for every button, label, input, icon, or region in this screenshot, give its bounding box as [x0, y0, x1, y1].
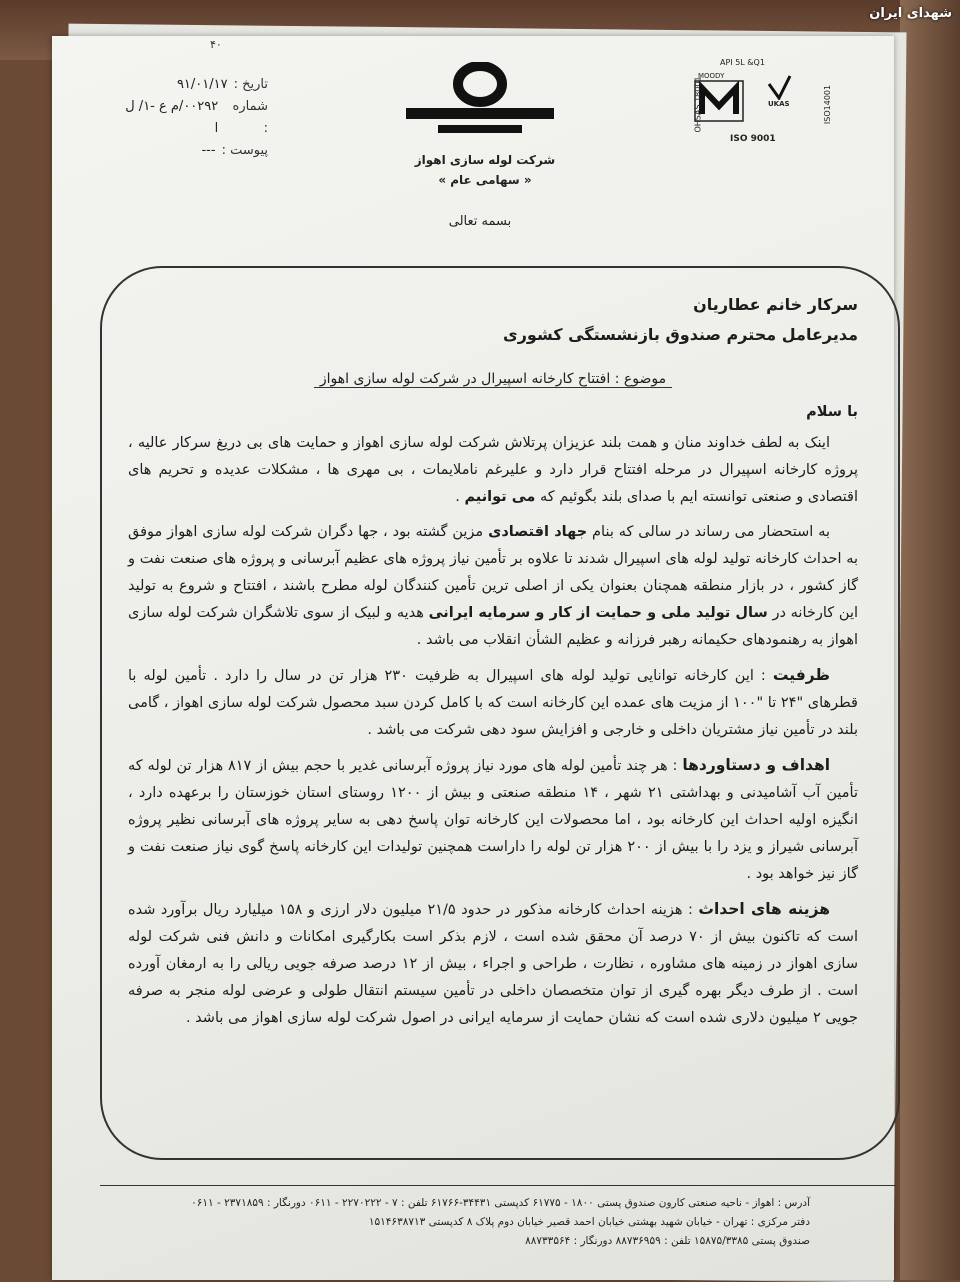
iso9001-label: ISO 9001: [730, 134, 776, 144]
paragraph-announcement: [128, 519, 858, 654]
announce-bold-2: سال تولید ملی و حمایت از کار و سرمایه ایرانی: [428, 605, 768, 621]
date-label: تاریخ :: [233, 77, 268, 92]
date-row: [118, 74, 268, 96]
subject-text: موضوع : افتتاح کارخانه اسپیرال در شرکت لوله سازی اهواز: [314, 371, 672, 388]
announce-text-c: هدیه و لبیک از سوی تلاشگران شرکت لوله سازی اهواز به رهنمودهای حکیمانه رهبر فرزانه و عظیم الشأن انقلاب می باشد .: [128, 605, 858, 648]
goals-text: : هر چند تأمین لوله های مورد نیاز پروژه آبرسانی غدیر با حجم بیش از ۸۱۷ هزار تن لوله که تأمین آب آشامیدنی و بهداشتی ۲۱ شهر ، ۱۴ منطقه صنعتی و بیش از ۱۲۰۰ روستای استان خوزستان را برعهده دارد ، انگیزه اولیه احداث این کارخانه بود ، اما محصولات این کارخانه توان پاسخ دهی به سایر پروژه های آبرسانی نظیر پروژه آبرسانی شیراز و یزد را با بیش از ۲۰۰ هزار تن لوله را داراست همچنین تولیدات این کارخانه پاسخ گوی نیاز صنعت نفت و گاز نیز خواهد بود .: [128, 758, 859, 882]
costs-heading: هزینه های احداث: [698, 900, 831, 918]
capacity-heading: ظرفیت: [772, 666, 830, 684]
background-right: [900, 0, 960, 1280]
paragraph-goals: [128, 752, 858, 888]
recipient-title: مدیرعامل محترم صندوق بازنشستگی کشوری: [503, 325, 858, 344]
ukas-crown-check-icon: [766, 74, 792, 100]
letter-footer: [170, 1194, 810, 1251]
number-value: ۰۰۲۹۲/م ع -۱/ ل ا: [125, 99, 219, 136]
number-label: شماره :: [232, 99, 268, 136]
salutation: با سلام: [806, 404, 858, 420]
bismillah: بسمه تعالی: [448, 214, 512, 229]
ohsas-label: OHSAS 18001: [693, 76, 703, 133]
number-row: [118, 96, 268, 140]
capacity-text: : این کارخانه توانایی تولید لوله های اسپیرال به ظرفیت ۲۳۰ هزار تن در سال را دارد . تأمین لوله با قطرهای "۲۴ تا "۱۰۰ از مزیت های عمده این کارخانه است که با کامل کردن سبد محصول شرکت لوله سازی اهواز ، گامی بلند در تأمین نیاز مشتریان داخلی و خارجی و افزایش سود دهی شرکت می باشد .: [128, 668, 858, 738]
footer-head-office: دفتر مرکزی : تهران - خیابان شهید بهشتی خیابان احمد قصیر خیابان دوم پلاک ۸ کدپستی ۱۵۱۴۶۳۸۷۱۳: [368, 1216, 810, 1228]
intro-text: اینک به لطف خداوند منان و همت بلند عزیزان پرتلاش شرکت لوله سازی اهواز و حمایت های بی دریغ سرکار عالیه ، پروژه کارخانه اسپیرال در مرحله افتتاح قرار دارد و علیرغم ناملایمات ، بی مهری ها ، مشکلات عدیده و تحریم های اقتصادی و صنعتی توانسته ایم با صدای بلند بگوئیم که: [128, 435, 858, 505]
api-label: API 5L &Q1: [720, 58, 765, 67]
announce-bold-1: جهاد اقتصادی: [488, 524, 588, 540]
company-logo-icon: [400, 62, 560, 142]
date-value: ۹۱/۰۱/۱۷: [176, 77, 228, 92]
attachment-row: [118, 140, 268, 162]
paragraph-capacity: [128, 662, 858, 744]
announce-text-a: به استحضار می رساند در سالی که بنام: [592, 524, 831, 540]
watermark-logo: شهدای ایران: [869, 6, 952, 21]
letter-info-block: [118, 74, 268, 162]
costs-text: : هزینه احداث کارخانه مذکور در حدود ۲۱/۵ میلیون دلار ارزی و ۱۵۸ میلیارد ریال برآورد شده است که تاکنون بیش از ۷۰ درصد آن محقق شده است ، لازم بذکر است بکارگیری امکانات و دانش فنی شرکت لوله سازی اهواز در زمینه های مشاوره ، نظارت ، طراحی و اجراء ، بیش از ۱۲ درصد صرفه جویی ریالی را به ارمغان آورده است . از طرف دیگر بهره گیری از توان متخصصان داخلی در تأمین سیستم انتقال طولی و عرضی لوله منجر به صرفه جویی ۲ میلیون دلاری شده است که نشان حمایت از سرمایه ایرانی در اصول شرکت لوله سازی اهواز می باشد .: [128, 902, 858, 1026]
recipient-name: سرکار خانم عطاریان: [693, 295, 858, 314]
footer-address: آدرس : اهواز - ناحیه صنعتی کارون صندوق پستی ۱۸۰۰ - ۶۱۷۷۵ کدپستی ۳۴۴۳۱-۶۱۷۶۶ تلفن : ۷ - ۲۲۷۰۲۲۲ - ۰۶۱۱ دورنگار : ۲۳۷۱۸۵۹ - ۰۶۱۱: [191, 1197, 810, 1209]
moody-label: MOODY: [698, 72, 725, 80]
intro-bold: می توانیم: [464, 489, 536, 505]
certification-logos: [680, 58, 833, 145]
iso14001-label: ISO14001: [823, 84, 833, 125]
company-type: « سهامی عام »: [438, 173, 532, 187]
attachment-label: پیوست :: [221, 143, 268, 158]
footer-contact: صندوق پستی ۱۵۸۷۵/۳۳۸۵ تلفن : ۸۸۷۳۶۹۵۹ دورنگار : ۸۸۷۳۳۵۶۴: [525, 1235, 810, 1247]
letter-body: [128, 290, 858, 1040]
paragraph-intro: اینک به لطف خداوند منان و همت بلند عزیزان پرتلاش شرکت لوله سازی اهواز و حمایت های بی دریغ سرکار عالیه ، پروژه کارخانه اسپیرال در مرحله افتتاح قرار دارد و علیرغم ناملایمات ، بی مهری ها ، مشکلات عدیده و تحریم های اقتصادی و صنعتی توانسته ایم با صدای بلند بگوئیم که می توانیم .: [128, 435, 858, 505]
footer-divider: [100, 1185, 896, 1186]
announce-text-b: مزین گشته بود ، جها دگران شرکت لوله سازی اهواز موفق به احداث کارخانه تولید لوله های اسپیرال شدند تا علاوه بر تأمین نیاز پروژه های عظیم آبرسانی و پروژه های صنعت نفت و گاز کشور ، در بازار منطقه همچنان بعنوان یکی از اصلی ترین تأمین کنندگان لوله مطرح باشند ، افتتاح و شروع به تولید این کارخانه در: [128, 524, 859, 621]
company-name: شرکت لوله سازی اهواز: [414, 153, 556, 167]
page-corner-mark: ۴۰: [210, 38, 222, 51]
attachment-value: ---: [201, 143, 216, 158]
ukas-label: UKAS: [768, 100, 790, 108]
letter-subject: [128, 366, 858, 393]
paragraph-costs: [128, 896, 858, 1032]
company-name-block: [410, 150, 560, 190]
goals-heading: اهداف و دستاوردها: [682, 756, 831, 774]
